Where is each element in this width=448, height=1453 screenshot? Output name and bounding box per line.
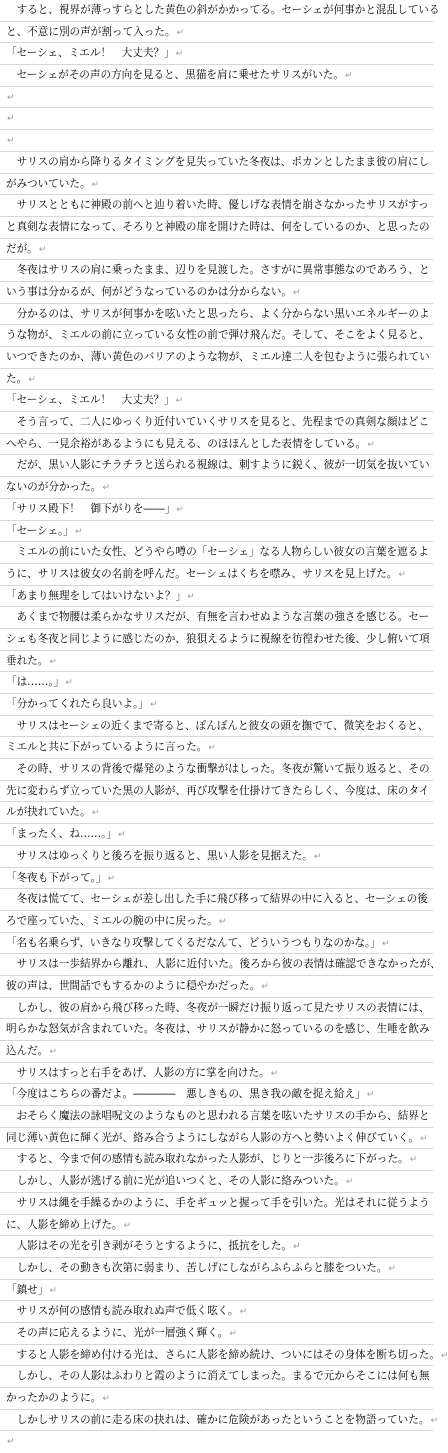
paragraph-mark-icon: ↵ (345, 1177, 354, 1188)
line-text: いつできたのか、薄い黄色のバリアのような物が、ミエル達二人を包むように張られてい (6, 351, 430, 363)
text-line[interactable] (0, 1106, 433, 1128)
line-text: 冬夜は慌てて、セーシェが差し出した手に飛び移って結界の中に入ると、セーシェの後 (6, 893, 428, 906)
text-line[interactable] (0, 1366, 433, 1388)
paragraph-mark-icon: ↵ (65, 678, 73, 689)
text-line[interactable] (0, 1171, 433, 1193)
line-text: に、人影を締め上げた。 (6, 1218, 123, 1231)
line-text: 「サリス殿下！ 御下がりを――」 (6, 502, 176, 515)
paragraph-mark-icon: ↵ (49, 656, 57, 667)
text-line[interactable] (0, 1019, 433, 1041)
text-line[interactable] (0, 108, 433, 130)
text-line[interactable] (0, 499, 433, 521)
paragraph-mark-icon: ↵ (176, 504, 184, 515)
line-text: 「分かってくれたら良いよ。」 (6, 698, 150, 710)
line-text: 込んだ。 (6, 1045, 49, 1057)
text-line[interactable] (0, 1063, 433, 1085)
text-line[interactable] (0, 607, 433, 629)
line-text: しかし、人影が逃げる前に光が追いつくと、その人影に絡みついた。 (6, 1175, 345, 1188)
line-text: だが、黒い人影にチラチラと送られる視線は、刺すように鋭く、彼が一切気を抜いてい (6, 459, 430, 472)
line-text: その時、サリスの背後で爆発のような衝撃がはしった。冬夜が驚いて振り返ると、その (6, 763, 430, 776)
text-line[interactable] (0, 195, 433, 217)
text-line[interactable] (0, 390, 433, 412)
text-line[interactable] (0, 412, 433, 434)
line-text: 同じ薄い黄色に輝く光が、絡み合うようにしながら人影の方へと勢いよく伸びていく。 (6, 1131, 419, 1144)
paragraph-mark-icon: ↵ (419, 1133, 428, 1144)
line-text: サリスが何の感情も読み取れぬ声で低く呟く。 (6, 1305, 239, 1318)
paragraph-mark-icon: ↵ (150, 700, 158, 710)
line-text: がみついていた。 (6, 177, 91, 190)
line-text: ミエルの前にいた女性、どうやら噂の「セーシェ」なる人物らしい彼女の言葉を遮るよ (6, 546, 429, 559)
text-line[interactable] (0, 868, 433, 890)
line-text: サリスはゆっくりと後ろを振り返ると、黒い人影を見据えた。 (6, 849, 313, 862)
text-line[interactable] (0, 889, 433, 911)
text-line[interactable] (0, 781, 433, 803)
paragraph-mark-icon: ↵ (49, 1285, 57, 1296)
text-line[interactable] (0, 304, 433, 326)
text-line[interactable] (0, 65, 433, 87)
paragraph-mark-icon: ↵ (7, 136, 15, 147)
line-text: ミエルと共に下がっているように言った。 (6, 741, 208, 754)
line-text: うな物が、ミエルの前に立っている女性の前で弾け飛んだ。そして、そこをよく見ると、 (6, 329, 430, 342)
text-line[interactable] (0, 802, 433, 824)
text-line[interactable] (0, 998, 433, 1020)
line-text: その声に応えるように、光が一層強く輝く。 (6, 1326, 229, 1339)
line-text: おそらく魔法の詠唱呪文のようなものと思われる言葉を呟いたサリスの手から、結界と (6, 1110, 430, 1123)
line-text: セーシェがその声の方向を見ると、黒猫を肩に乗せたサリスがいた。 (6, 69, 344, 82)
line-text: ろで座っていた、ミエルの腕の中に戻った。 (6, 914, 218, 927)
line-text: 「今度はこちらの番だよ。―――― 悪しきもの、黒き我の敵を捉え給え」 (6, 1088, 366, 1101)
line-text: いう事は分かるが、何がどうなっているのかは分からない。 (6, 285, 293, 298)
paragraph-mark-icon: ↵ (187, 591, 195, 602)
text-line[interactable] (0, 1410, 438, 1432)
text-line[interactable] (0, 1345, 448, 1367)
paragraph-mark-icon: ↵ (430, 1415, 438, 1426)
line-text: 「セーシェ、ミエル！ 大丈夫？」 (6, 47, 175, 60)
line-text: と、不意に別の声が割って入った。 (6, 25, 176, 38)
line-text: すると、今まで何の感情も読み取れなかった人影が、じりと一歩後ろに下がった。 (6, 1153, 409, 1166)
text-line[interactable] (0, 824, 433, 846)
text-line[interactable] (0, 43, 433, 65)
line-text: すると、視界が薄っすらとした黄色の斜がかかってる。セーシェが何事かと混乱している (6, 4, 440, 16)
text-line[interactable] (0, 564, 433, 586)
text-line[interactable] (0, 737, 433, 759)
paragraph-mark-icon: ↵ (388, 1263, 396, 1274)
paragraph-mark-icon: ↵ (75, 526, 83, 537)
line-text: だが。 (6, 242, 38, 255)
text-line[interactable] (0, 174, 433, 196)
paragraph-mark-icon: ↵ (28, 374, 36, 385)
text-line[interactable] (0, 239, 433, 261)
text-line[interactable] (0, 130, 433, 152)
text-line[interactable] (0, 87, 433, 109)
text-line[interactable] (0, 1128, 433, 1150)
line-text: シェも冬夜と同じように感じたのか、狼狽えるように視線を彷徨わせた後、少し俯いて項 (6, 632, 430, 645)
line-text: しかし、その人影はふわりと霞のように消えてしまった。まるで元からそこには何も無 (6, 1370, 430, 1383)
line-text: 「セーシェ、ミエル！ 大丈夫？」 (6, 394, 175, 407)
text-line[interactable] (0, 1323, 433, 1345)
line-text: そう言って、二人にゆっくり近付いていくサリスを見ると、先程までの真剣な顔はどこ (6, 416, 430, 429)
line-text: 分かるのは、サリスが何事かを呟いたと思ったら、よく分からない黒いエネルギーのよ (6, 307, 430, 320)
text-line[interactable] (0, 434, 433, 456)
text-line[interactable] (0, 1280, 433, 1302)
paragraph-mark-icon: ↵ (7, 1437, 15, 1448)
text-line[interactable] (0, 651, 433, 673)
text-line[interactable] (0, 672, 433, 694)
paragraph-mark-icon: ↵ (49, 1047, 57, 1057)
paragraph-mark-icon: ↵ (102, 483, 110, 494)
paragraph-mark-icon: ↵ (313, 851, 322, 862)
text-line[interactable] (0, 846, 433, 868)
line-text: ルが抉れていた。 (6, 806, 91, 819)
paragraph-mark-icon: ↵ (239, 1307, 248, 1318)
line-text: 彼の声は、世間話でもするかのように穏やかだった。 (6, 979, 261, 992)
text-line[interactable] (0, 347, 433, 369)
line-text: 先に変わらず立っていた黒の人影が、再び攻撃を仕掛けてきたらしく、今度は、床のタイ (6, 784, 430, 797)
line-text: しかし、その動きも次第に弱まり、苦しげにしながらふらふらと膝をついた。 (6, 1261, 388, 1274)
line-text: 「まったく、ね……。」 (6, 828, 118, 841)
text-line[interactable] (0, 0, 440, 22)
paragraph-mark-icon: ↵ (270, 1068, 279, 1079)
paragraph-mark-icon: ↵ (293, 1242, 301, 1253)
line-text: しかしサリスの前に走る床の抉れは、確かに危険があったということを物語っていた。 (6, 1413, 430, 1426)
text-line[interactable] (0, 1301, 433, 1323)
line-text: ないのが分かった。 (6, 481, 102, 494)
line-text: へやら、一見余裕があるようにも見える、のほほんとした表情をしている。 (6, 437, 367, 450)
paragraph-mark-icon: ↵ (176, 27, 185, 38)
paragraph-mark-icon: ↵ (409, 1155, 418, 1166)
text-line[interactable] (0, 1193, 433, 1215)
paragraph-mark-icon: ↵ (440, 1350, 448, 1361)
paragraph-mark-icon: ↵ (398, 569, 406, 580)
paragraph-mark-icon: ↵ (38, 244, 47, 255)
line-text: サリスとともに神殿の前へと辿り着いた時、優しげな表情を崩さなかったサリスがすっ (6, 199, 429, 212)
text-line[interactable] (0, 933, 433, 955)
text-line[interactable] (0, 911, 433, 933)
text-line[interactable] (0, 1215, 433, 1237)
paragraph-mark-icon: ↵ (229, 1328, 237, 1339)
line-text: かったかのように。 (6, 1392, 102, 1404)
line-text: 「あまり無理をしてはいけないよ？」 (6, 589, 187, 602)
line-text: すると人影を締め付ける光は、さらに人影を締め続け、ついにはその身体を断ち切った。 (6, 1348, 440, 1361)
paragraph-mark-icon: ↵ (366, 1090, 375, 1101)
line-text: 「セーシェ。」 (6, 524, 75, 537)
line-text: 人影はその光を引き剥がそうとするように、抵抗をした。 (6, 1240, 293, 1253)
paragraph-mark-icon: ↵ (382, 938, 390, 949)
line-text: うに、サリスは彼女の名前を呼んだ。セーシェはくちを噤み、サリスを見上げた。 (6, 567, 398, 580)
paragraph-mark-icon: ↵ (7, 114, 15, 125)
line-text: 「冬夜も下がって。」 (6, 871, 107, 884)
paragraph-mark-icon: ↵ (208, 743, 216, 754)
text-line[interactable] (0, 325, 433, 347)
text-line[interactable] (0, 976, 433, 998)
text-line[interactable] (0, 629, 433, 651)
line-text: サリスはセーシェの近くまで寄ると、ぽんぽんと彼女の頭を撫でて、微笑をおくると、 (6, 719, 429, 732)
text-line[interactable] (0, 1258, 433, 1280)
text-line[interactable] (0, 1431, 433, 1453)
line-text: 「名も名乗らず、いきなり攻撃してくるだなんて、どういうつもりなのかな。」 (6, 936, 382, 949)
paragraph-mark-icon: ↵ (91, 808, 100, 819)
paragraph-mark-icon: ↵ (175, 396, 184, 407)
line-text: あくまで物腰は柔らかなサリスだが、有無を言わせぬような言葉の強さを感じる。セー (6, 611, 430, 624)
paragraph-mark-icon: ↵ (91, 179, 100, 190)
line-text: と真剣な表情になって、そろりと神殿の扉を開けた時は、何をしているのか、と思ったの (6, 220, 430, 233)
paragraph-mark-icon: ↵ (344, 71, 353, 82)
line-text: サリスは一歩結界から離れ、人影に近付いた。後ろから彼の表情は確認できなかったが、 (6, 958, 441, 971)
paragraph-mark-icon: ↵ (102, 1394, 110, 1404)
paragraph-mark-icon: ↵ (107, 873, 115, 884)
text-line[interactable] (0, 716, 433, 738)
paragraph-mark-icon: ↵ (7, 92, 15, 103)
text-line[interactable] (0, 1388, 433, 1410)
paragraph-mark-icon: ↵ (123, 1220, 132, 1231)
text-line[interactable] (0, 455, 433, 477)
text-line[interactable] (0, 694, 433, 716)
line-text: 明らかな怒気が含まれていた。冬夜は、サリスが静かに怒っているのを感じ、生唾を飲み (6, 1023, 430, 1036)
text-line[interactable] (0, 1041, 433, 1063)
text-line[interactable] (0, 22, 433, 44)
paragraph-mark-icon: ↵ (218, 916, 227, 927)
text-line[interactable] (0, 542, 433, 564)
line-text: サリスはすっと右手をあげ、人影の方に掌を向けた。 (6, 1066, 270, 1079)
text-line[interactable] (0, 586, 433, 608)
text-line[interactable] (0, 282, 433, 304)
text-line[interactable] (0, 152, 433, 174)
text-line[interactable] (0, 759, 433, 781)
paragraph-mark-icon: ↵ (367, 439, 375, 450)
text-line[interactable] (0, 1149, 433, 1171)
line-text: サリスは縄を手繰るかのように、手をギュッと握って手を引いた。光はそれに従うよう (6, 1196, 430, 1209)
text-line[interactable] (0, 477, 433, 499)
text-line[interactable] (0, 217, 433, 239)
text-line[interactable] (0, 260, 433, 282)
paragraph-mark-icon: ↵ (118, 830, 126, 841)
paragraph-mark-icon: ↵ (261, 981, 269, 992)
paragraph-mark-icon: ↵ (175, 49, 184, 60)
line-text: 冬夜はサリスの肩に乗ったまま、辺りを見渡した。さすがに異常事態なのであろう、と (6, 264, 430, 277)
text-line[interactable] (0, 1236, 433, 1258)
line-text: 「は……。」 (6, 676, 65, 689)
text-line[interactable] (0, 369, 433, 391)
paragraph-mark-icon: ↵ (293, 287, 301, 298)
line-text: 「鎮せ」 (6, 1283, 49, 1296)
text-line[interactable] (0, 521, 433, 543)
text-line[interactable] (0, 954, 441, 976)
line-text: サリスの肩から降りるタイミングを見失っていた冬夜は、ポカンとしたまま彼の肩にし (6, 155, 430, 168)
text-line[interactable] (0, 1084, 433, 1106)
line-text: しかし、彼の肩から飛び移った時、冬夜が一瞬だけ振り返って見たサリスの表情には、 (6, 1001, 430, 1014)
line-text: 垂れた。 (6, 654, 49, 667)
line-text: た。 (6, 372, 28, 385)
